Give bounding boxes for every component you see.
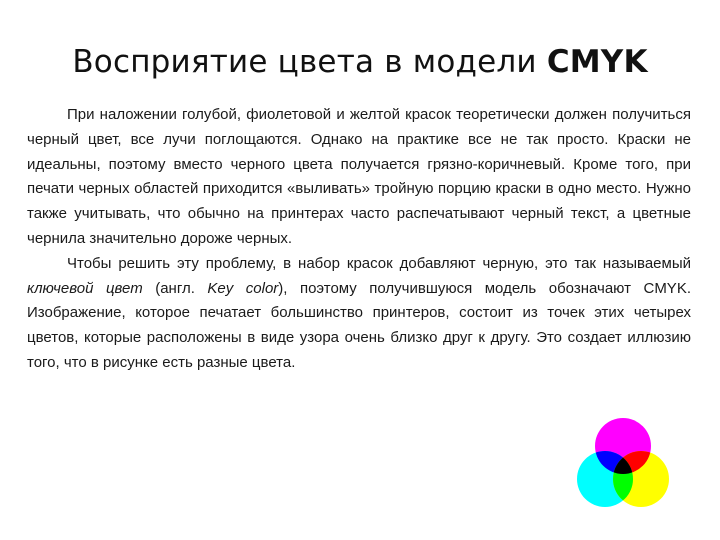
paragraph-2-rest: ), поэтому получившуюся модель обозначают CMYK. Изображение, которое печатает большинство принтеров, состоит из точек этих четырех цветов, которые расположены в виде узора очень близко друг к другу. Это создает иллюзию того, что в рисунке есть разные цвета. [27,279,691,371]
paragraph-2-lead: Чтобы решить эту проблему, в набор красок добавляют черную, это так называемый [67,254,691,272]
title-main: Восприятие цвета в модели [72,44,547,80]
paragraph-2-paren: (англ. [142,279,208,297]
paragraph-2 [27,252,691,376]
cmyk-venn-diagram [573,415,673,515]
title-cmyk: CMYK [546,44,648,80]
term-key-color-ru: ключевой цвет [27,279,143,297]
paragraph-1: При наложении голубой, фиолетовой и желтой красок теоретически должен получиться черный цвет, все лучи поглощаются. Однако на практике все не так просто. Краски не идеальны, поэтому вместо черного цвета получается грязно-коричневый. Кроме того, при печати черных областей приходится «выливать» тройную порцию краски в одно место. Нужно также учитывать, что обычно на принтерах часто распечатывают черный текст, а цветные чернила значительно дороже черных. [27,106,691,247]
slide-body [27,103,691,376]
slide-title [0,44,720,80]
term-key-color-en: Key color [207,279,279,297]
